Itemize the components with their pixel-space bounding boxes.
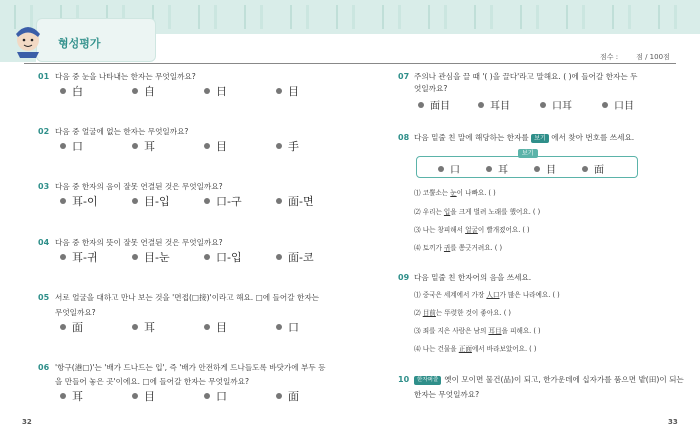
question-text-line2: 무엇일까요? bbox=[55, 308, 96, 317]
option[interactable]: 面目 bbox=[418, 97, 478, 112]
option[interactable]: 口 bbox=[276, 319, 348, 335]
sub-item: ⑶ 죄를 지은 사람은 남의 耳目을 피해요. ( ) bbox=[414, 327, 541, 335]
bogi-option: 口 bbox=[438, 161, 486, 176]
question-text: 다음 중 한자의 음이 잘못 연결된 것은 무엇일까요? bbox=[55, 182, 223, 191]
option[interactable]: 目 bbox=[132, 388, 204, 404]
bogi-tag: 보기 bbox=[531, 134, 549, 143]
question-number: 02 bbox=[38, 127, 50, 136]
option[interactable]: 自 bbox=[132, 83, 204, 99]
puzzle-tag: 한자퍼즐 bbox=[414, 376, 441, 385]
question-text: 한자퍼즐 옛이 모이면 물건(品)이 되고, 한가운데에 십자가를 품으면 밭(田)이 되는 bbox=[414, 373, 684, 386]
option[interactable]: 面-면 bbox=[276, 193, 348, 209]
options-row bbox=[60, 319, 348, 335]
sub-item: ⑷ 나는 건물을 正面에서 바라보았어요. ( ) bbox=[414, 345, 537, 353]
bogi-options bbox=[438, 161, 630, 176]
option[interactable]: 手 bbox=[276, 138, 348, 154]
option[interactable]: 耳 bbox=[132, 138, 204, 154]
option[interactable]: 面 bbox=[276, 388, 348, 404]
option[interactable]: 耳-귀 bbox=[60, 249, 132, 265]
question-text: 다음 중 눈을 나타내는 한자는 무엇일까요? bbox=[55, 72, 196, 81]
options-row bbox=[60, 138, 348, 154]
question-number: 07 bbox=[398, 72, 410, 81]
option[interactable]: 口 bbox=[204, 388, 276, 404]
mascot-icon bbox=[8, 18, 48, 58]
option[interactable]: 目-눈 bbox=[132, 249, 204, 265]
option[interactable]: 耳-이 bbox=[60, 193, 132, 209]
option[interactable]: 目 bbox=[204, 319, 276, 335]
question-text-line2: 엇일까요? bbox=[414, 84, 448, 93]
option[interactable]: 口 bbox=[60, 138, 132, 154]
sub-item: ⑷ 토끼가 귀를 쫑긋거려요. ( ) bbox=[414, 244, 503, 252]
option[interactable]: 耳 bbox=[132, 319, 204, 335]
option[interactable]: 耳 bbox=[60, 388, 132, 404]
question-text: 다음 중 얼굴에 없는 한자는 무엇일까요? bbox=[55, 127, 189, 136]
page-title: 형성평가 bbox=[58, 37, 101, 50]
question-text: '항구(港□)'는 '배가 드나드는 입', 즉 '배가 안전하게 드나들도록 바닷가에 부두 등 bbox=[55, 363, 326, 372]
question-number: 08 bbox=[398, 133, 410, 142]
question-text: 다음 중 한자의 뜻이 잘못 연결된 것은 무엇일까요? bbox=[55, 238, 223, 247]
question-number: 09 bbox=[398, 273, 410, 282]
option[interactable]: 目-입 bbox=[132, 193, 204, 209]
options-row bbox=[60, 193, 348, 209]
question-number: 01 bbox=[38, 72, 50, 81]
header-divider bbox=[24, 63, 676, 64]
option[interactable]: 日 bbox=[204, 83, 276, 99]
options-row bbox=[60, 388, 348, 404]
option[interactable]: 面 bbox=[60, 319, 132, 335]
question-text: 다음 밑줄 친 한자어의 음을 쓰세요. bbox=[414, 273, 532, 282]
options-row bbox=[60, 83, 348, 99]
bogi-option: 目 bbox=[534, 161, 582, 176]
question-text: 다음 밑줄 친 말에 해당하는 한자를 보기 에서 찾아 번호를 쓰세요. bbox=[414, 133, 635, 142]
question-number: 10 bbox=[398, 375, 410, 384]
option[interactable]: 目 bbox=[204, 138, 276, 154]
sub-item: ⑶ 나는 창피해서 얼굴이 빨개졌어요. ( ) bbox=[414, 226, 530, 234]
score-field: 점수 : 점 / 100점 bbox=[600, 53, 670, 61]
option[interactable]: 白 bbox=[60, 83, 132, 99]
question-number: 05 bbox=[38, 293, 50, 302]
question-text: 주의나 관심을 끌 때 '( )을 끌다'라고 말해요. ( )에 들어갈 한자는 두 bbox=[414, 72, 638, 81]
sub-item: ⑴ 중국은 세계에서 가장 人口가 많은 나라예요. ( ) bbox=[414, 291, 560, 299]
option[interactable]: 面-코 bbox=[276, 249, 348, 265]
sub-item: ⑵ 우리는 입을 크게 벌려 노래를 했어요. ( ) bbox=[414, 208, 541, 216]
question-text: 서로 얼굴을 대하고 만나 보는 것을 '면접(□接)'이라고 해요. □에 들어갈 한자는 bbox=[55, 293, 319, 302]
question-number: 03 bbox=[38, 182, 50, 191]
question-text-line2: 을 만들어 놓은 곳'이에요. □에 들어갈 한자는 무엇일까요? bbox=[55, 377, 249, 386]
question-text-line2: 한자는 무엇일까요? bbox=[414, 390, 480, 399]
question-number: 06 bbox=[38, 363, 50, 372]
sub-item: ⑴ 코뿔소는 눈이 나빠요. ( ) bbox=[414, 189, 496, 197]
options-row bbox=[60, 249, 348, 265]
option[interactable]: 口-입 bbox=[204, 249, 276, 265]
page-number-left: 32 bbox=[22, 418, 32, 426]
option[interactable]: 口目 bbox=[602, 97, 664, 112]
option[interactable]: 口-구 bbox=[204, 193, 276, 209]
page-number-right: 33 bbox=[668, 418, 678, 426]
option[interactable]: 口耳 bbox=[540, 97, 602, 112]
bogi-option: 面 bbox=[582, 161, 630, 176]
options-row bbox=[418, 97, 664, 112]
question-number: 04 bbox=[38, 238, 50, 247]
bogi-label: 보기 bbox=[518, 149, 538, 158]
option[interactable]: 耳目 bbox=[478, 97, 540, 112]
option[interactable]: 目 bbox=[276, 83, 348, 99]
bogi-option: 耳 bbox=[486, 161, 534, 176]
sub-item: ⑵ 目前는 뚜렷한 것이 좋아요. ( ) bbox=[414, 309, 511, 317]
